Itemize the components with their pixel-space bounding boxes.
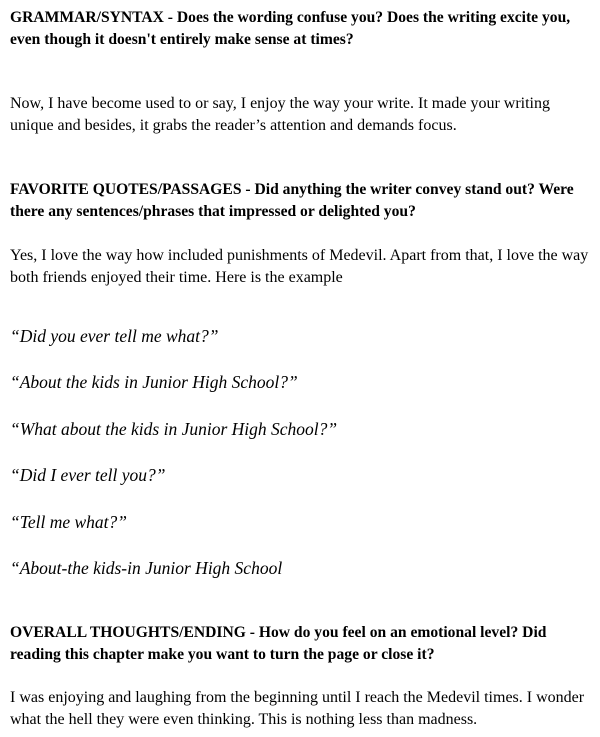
overall-thoughts-body: I was enjoying and laughing from the beginning until I reach the Medevil times. I wonder what the hell they were even thinking. This is nothing less than madness. [10, 689, 585, 728]
quote-line: “What about the kids in Junior High School?” [10, 419, 338, 439]
favorite-quotes-heading: FAVORITE QUOTES/PASSAGES - Did anything the writer convey stand out? Were there any sentences/phrases that impressed or delighted you? [10, 181, 574, 220]
quote-line: “About the kids in Junior High School?” [10, 372, 298, 392]
quote-line: “Did I ever tell you?” [10, 465, 166, 485]
grammar-syntax-heading: GRAMMAR/SYNTAX - Does the wording confuse you? Does the writing excite you, even though it doesn't entirely make sense at times? [10, 9, 571, 48]
favorite-quotes-body: Yes, I love the way how included punishments of Medevil. Apart from that, I love the way both friends enjoyed their time. Here is the example [10, 247, 589, 286]
grammar-syntax-body: Now, I have become used to or say, I enjoy the way your write. It made your writing unique and besides, it grabs the reader’s attention and demands focus. [10, 95, 550, 134]
quote-line: “Tell me what?” [10, 512, 128, 532]
quote-line: “Did you ever tell me what?” [10, 326, 219, 346]
overall-thoughts-heading: OVERALL THOUGHTS/ENDING - How do you feel on an emotional level? Did reading this chapter make you want to turn the page or close it? [10, 624, 547, 663]
quote-line: “About-the kids-in Junior High School [10, 558, 283, 578]
